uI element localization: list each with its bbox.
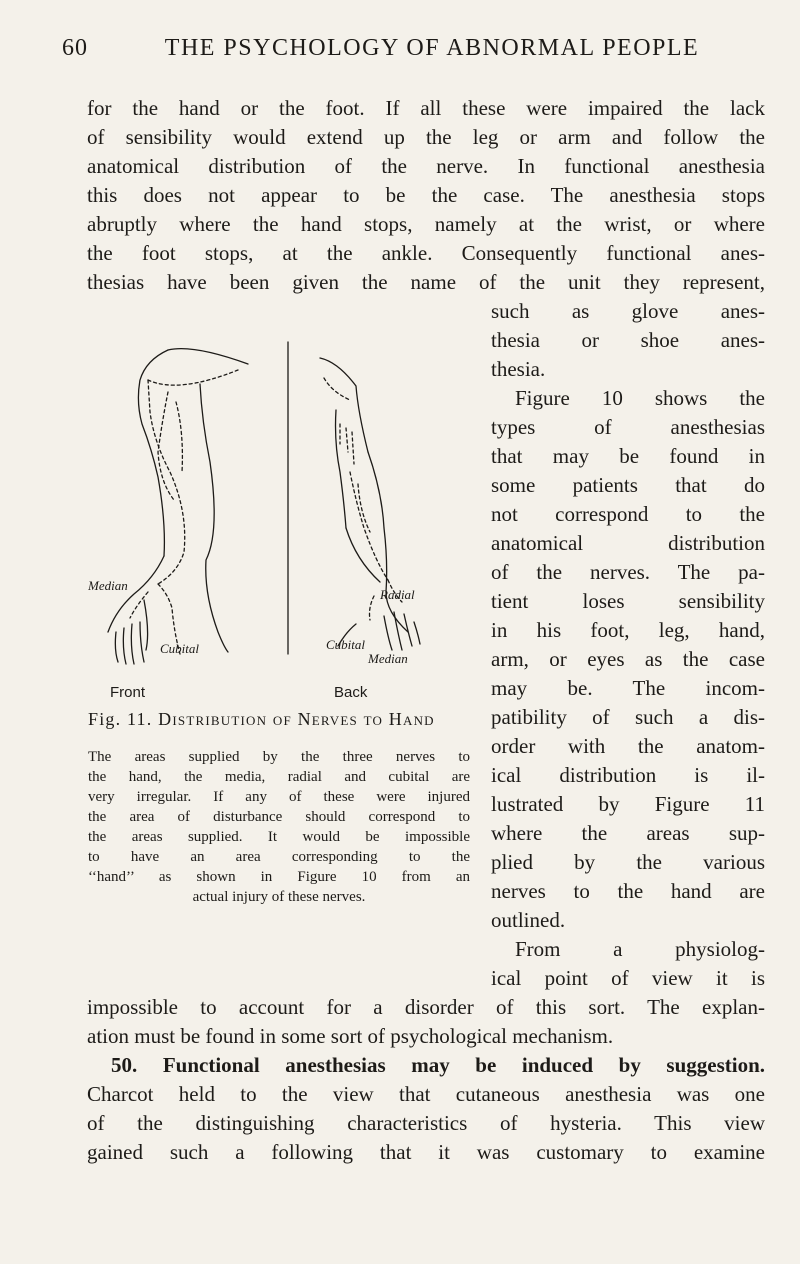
- body-line: of the distinguishing characteristics of hysteria. This view: [87, 1111, 765, 1135]
- figure-note-line: The areas supplied by the three nerves to: [88, 749, 470, 765]
- figure-note-line: the hand, the media, radial and cubital are: [88, 769, 470, 785]
- side-line: not correspond to the: [491, 502, 765, 526]
- side-line: may be. The incom-: [491, 676, 765, 700]
- side-line: ical point of view it is: [491, 966, 765, 990]
- figure-number: Fig. 11.: [88, 709, 153, 729]
- front-view-label: Front: [110, 684, 146, 701]
- body-line: the foot stops, at the ankle. Consequently functional anes-: [87, 241, 765, 265]
- side-line: such as glove anes-: [491, 299, 765, 323]
- back-median-label: Median: [368, 651, 408, 666]
- side-line: arm, or eyes as the case: [491, 647, 765, 671]
- side-line: tient loses sensibility: [491, 589, 765, 613]
- side-line: in his foot, leg, hand,: [491, 618, 765, 642]
- figure-title: Distribution of Nerves to Hand: [158, 709, 435, 729]
- body-line: abruptly where the hand stops, namely at the wrist, or where: [87, 212, 765, 236]
- back-radial-label: Radial: [380, 587, 415, 602]
- side-line: types of anesthesias: [491, 415, 765, 439]
- figure-note-line: to have an area corresponding to the: [88, 849, 470, 865]
- body-line: for the hand or the foot. If all these were impaired the lack: [87, 96, 765, 120]
- side-line: nerves to the hand are: [491, 879, 765, 903]
- section-number: 50.: [111, 1053, 138, 1077]
- side-line: some patients that do: [491, 473, 765, 497]
- body-line: impossible to account for a disorder of this sort. The explan-: [87, 995, 765, 1019]
- front-hand-outline: [108, 349, 248, 664]
- side-line: anatomical distribution: [491, 531, 765, 555]
- side-line: patibility of such a dis-: [491, 705, 765, 729]
- side-line: lustrated by Figure 11: [491, 792, 765, 816]
- side-line: Figure 10 shows the: [515, 386, 765, 410]
- body-line: gained such a following that it was customary to examine: [87, 1140, 765, 1164]
- front-median-label: Median: [88, 578, 128, 593]
- side-line: outlined.: [491, 908, 566, 932]
- page-number: 60: [62, 35, 88, 61]
- side-line: order with the anatom-: [491, 734, 765, 758]
- front-cubital-label: Cubital: [160, 641, 200, 656]
- side-line: From a physiolog-: [515, 937, 765, 961]
- side-line: ical distribution is il-: [491, 763, 765, 787]
- section-title: Functional anesthesias may be induced by suggestion.: [162, 1053, 765, 1077]
- running-title: THE PSYCHOLOGY OF ABNORMAL PEOPLE: [164, 35, 700, 61]
- figure-caption: [88, 709, 468, 730]
- running-header: [62, 35, 712, 62]
- back-hand-outline: [288, 342, 420, 654]
- side-line: thesia or shoe anes-: [491, 328, 765, 352]
- side-line: of the nerves. The pa-: [491, 560, 765, 584]
- figure-note-line: very irregular. If any of these were injured: [88, 789, 470, 805]
- side-line: plied by the various: [491, 850, 765, 874]
- back-cubital-label: Cubital: [326, 637, 366, 652]
- side-line: that may be found in: [491, 444, 765, 468]
- side-line: thesia.: [491, 357, 546, 381]
- body-line: this does not appear to be the case. The anesthesia stops: [87, 183, 765, 207]
- back-view-label: Back: [334, 684, 368, 701]
- body-line: ation must be found in some sort of psychological mechanism.: [87, 1024, 614, 1048]
- body-line: of sensibility would extend up the leg or arm and follow the: [87, 125, 765, 149]
- hand-nerve-diagram: [88, 332, 468, 684]
- body-line: Charcot held to the view that cutaneous anesthesia was one: [87, 1082, 765, 1106]
- figure-11-hand-nerves: [88, 332, 468, 684]
- figure-note-line: the area of disturbance should correspond to: [88, 809, 470, 825]
- body-line: anatomical distribution of the nerve. In functional anesthesia: [87, 154, 765, 178]
- section-heading: [87, 1051, 765, 1080]
- figure-note-line: ‘‘hand’’ as shown in Figure 10 from an: [88, 869, 470, 885]
- side-line: where the areas sup-: [491, 821, 765, 845]
- body-line: thesias have been given the name of the unit they represent,: [87, 270, 765, 294]
- figure-note-line: actual injury of these nerves.: [192, 889, 366, 905]
- figure-note-line: the areas supplied. It would be impossible: [88, 829, 470, 845]
